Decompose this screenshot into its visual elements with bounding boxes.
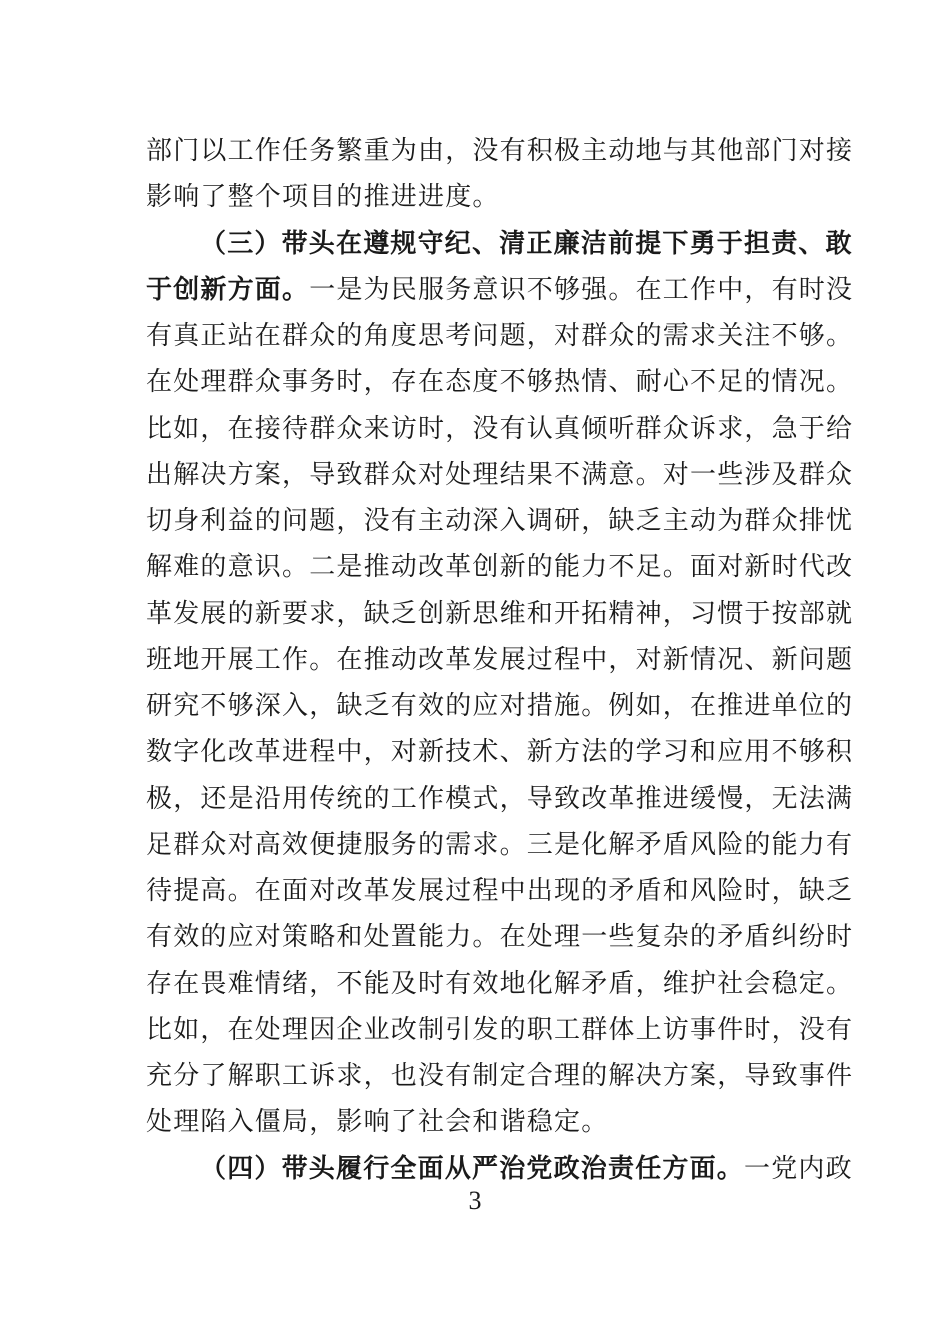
text-line bbox=[146, 961, 854, 1007]
text-line bbox=[146, 868, 854, 914]
text-line bbox=[146, 174, 810, 220]
text-run: 比如，在接待群众来访时，没有认真倾听群众诉求，急于给 bbox=[146, 413, 854, 444]
text-run: 一党内政 bbox=[744, 1153, 853, 1184]
text-line bbox=[146, 776, 854, 822]
text-run: 处理陷入僵局，影响了社会和谐稳定。 bbox=[146, 1107, 609, 1138]
text-run: 部门以工作任务繁重为由，没有积极主动地与其他部门对接 bbox=[146, 136, 854, 166]
text-run: 极，还是沿用传统的工作模式，导致改革推进缓慢，无法满 bbox=[146, 783, 854, 814]
text-line bbox=[146, 683, 854, 729]
text-run: 数字化改革进程中，对新技术、新方法的学习和应用不够积 bbox=[146, 737, 854, 768]
text-line bbox=[146, 544, 854, 590]
text-run: 在处理群众事务时，存在态度不够热情、耐心不足的情况。 bbox=[146, 367, 854, 398]
text-line bbox=[146, 1053, 854, 1099]
text-line bbox=[146, 637, 854, 683]
section-heading: 于创新方面。 bbox=[146, 274, 310, 305]
text-line bbox=[146, 452, 854, 498]
text-run: 切身利益的问题，没有主动深入调研，缺乏主动为群众排忧 bbox=[146, 506, 854, 536]
text-line bbox=[146, 128, 854, 174]
text-line bbox=[146, 359, 854, 405]
text-run: 研究不够深入，缺乏有效的应对措施。例如，在推进单位的 bbox=[146, 691, 854, 721]
text-line bbox=[146, 822, 854, 868]
section-heading-line bbox=[146, 1146, 853, 1192]
text-run: 比如，在处理因企业改制引发的职工群体上访事件时，没有 bbox=[146, 1014, 854, 1045]
section-heading-line bbox=[146, 221, 853, 267]
section-heading: （三）带头在遵规守纪、清正廉洁前提下勇于担责、敢 bbox=[200, 228, 853, 259]
text-run: 存在畏难情绪，不能及时有效地化解矛盾，维护社会稳定。 bbox=[146, 968, 854, 999]
page-number: 3 bbox=[468, 1186, 482, 1215]
text-line bbox=[146, 267, 854, 313]
text-run: 有真正站在群众的角度思考问题，对群众的需求关注不够。 bbox=[146, 321, 854, 351]
text-line bbox=[146, 313, 854, 359]
text-run: 影响了整个项目的推进进度。 bbox=[146, 182, 500, 213]
text-line bbox=[146, 729, 854, 775]
body-text bbox=[146, 128, 854, 1192]
text-run: 有效的应对策略和处置能力。在处理一些复杂的矛盾纠纷时 bbox=[146, 922, 854, 953]
text-run: 出解决方案，导致群众对处理结果不满意。对一些涉及群众 bbox=[146, 459, 854, 490]
text-run: 待提高。在面对改革发展过程中出现的矛盾和风险时，缺乏 bbox=[146, 876, 854, 906]
text-line bbox=[146, 1007, 854, 1053]
text-line bbox=[146, 591, 854, 637]
text-run: 解难的意识。二是推动改革创新的能力不足。面对新时代改 bbox=[146, 552, 854, 583]
text-line bbox=[146, 1099, 810, 1145]
text-line bbox=[146, 406, 854, 452]
section-heading: （四）带头履行全面从严治党政治责任方面。 bbox=[200, 1153, 745, 1184]
text-run: 足群众对高效便捷服务的需求。三是化解矛盾风险的能力有 bbox=[146, 829, 854, 860]
text-run: 革发展的新要求，缺乏创新思维和开拓精神，习惯于按部就 bbox=[146, 598, 854, 629]
text-run: 班地开展工作。在推动改革发展过程中，对新情况、新问题 bbox=[146, 644, 854, 675]
text-line bbox=[146, 498, 854, 544]
text-run: 充分了解职工诉求，也没有制定合理的解决方案，导致事件 bbox=[146, 1061, 854, 1091]
text-line bbox=[146, 914, 854, 960]
text-run: 一是为民服务意识不够强。在工作中，有时没 bbox=[309, 274, 854, 305]
